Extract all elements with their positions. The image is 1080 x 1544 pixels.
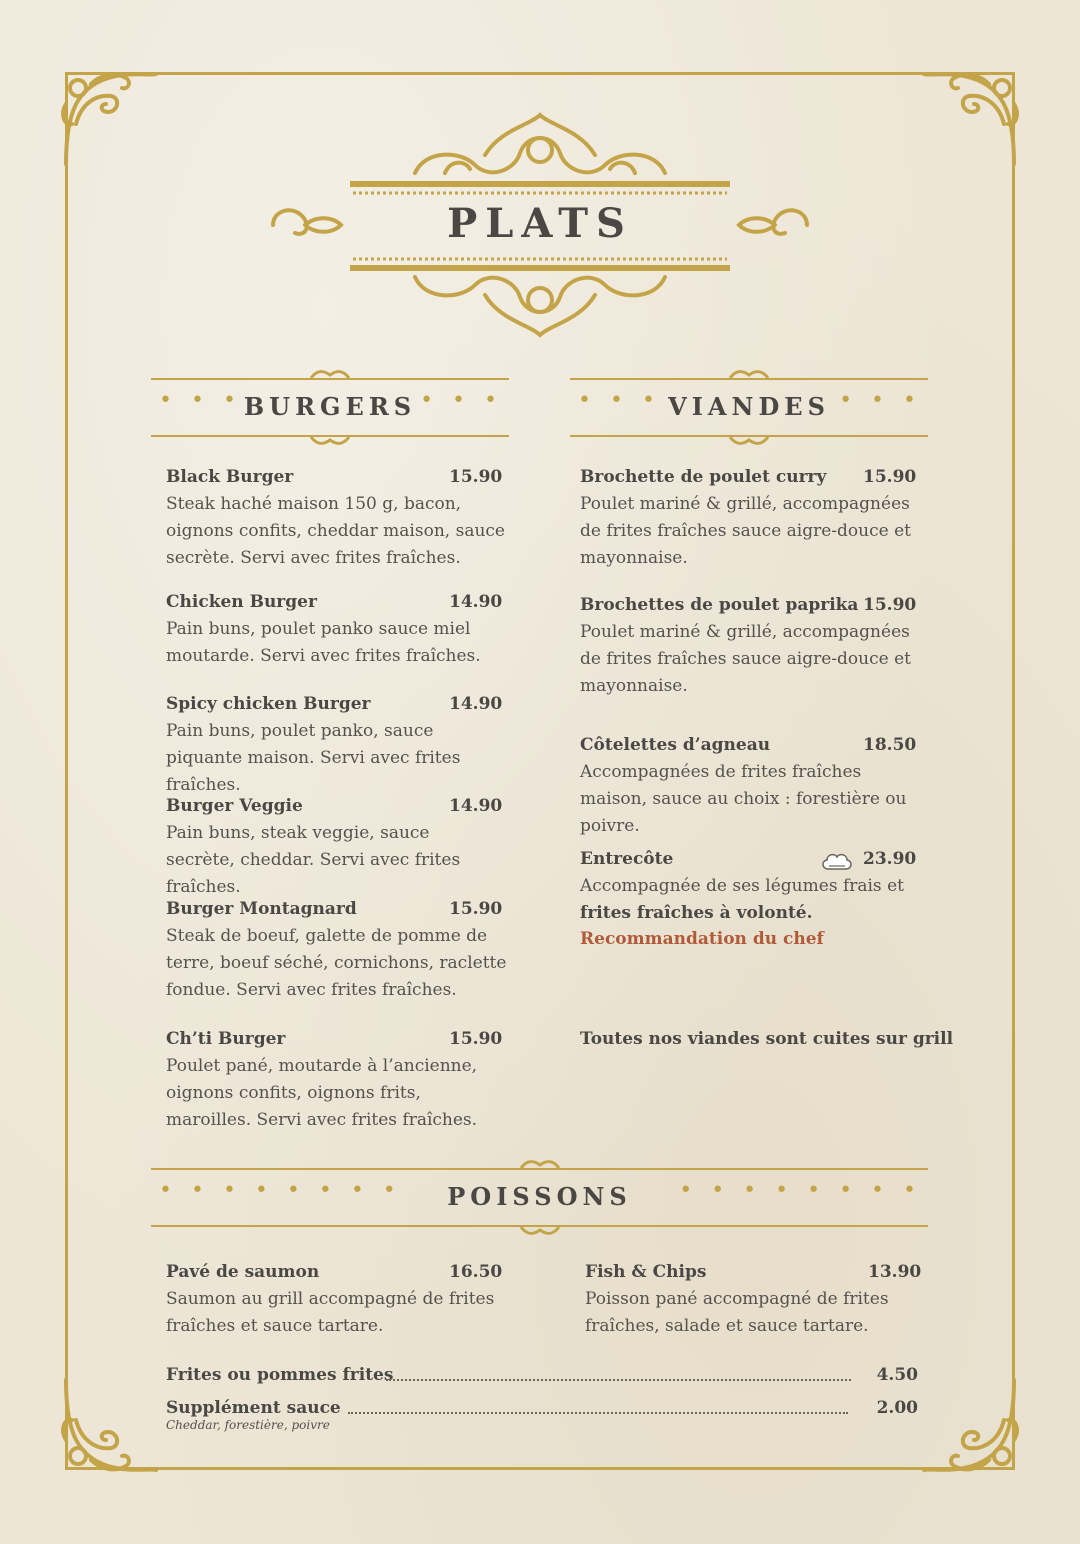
item-price: 15.90	[449, 1029, 503, 1049]
dot-leader	[386, 1379, 851, 1381]
item-description: Pain buns, steak veggie, sauce secrète, cheddar. Servi avec frites fraîches.	[166, 823, 461, 897]
corner-ornament-icon	[56, 64, 166, 174]
dots-ornament: • • •	[578, 388, 661, 413]
item-highlight: frites fraîches à volonté.	[580, 903, 813, 923]
item-price: 14.90	[449, 592, 503, 612]
item-description: Steak de boeuf, galette de pomme de terre, boeuf séché, cornichons, raclette fondue. Servi avec frites fraîches.	[166, 926, 507, 1000]
chef-recommendation: Recommandation du chef	[580, 929, 824, 949]
chef-hat-icon	[820, 851, 854, 873]
item-description: Poulet mariné & grillé, accompagnées de frites fraîches sauce aigre-douce et mayonnaise.	[580, 622, 911, 696]
menu-item	[580, 735, 925, 840]
menu-item	[166, 592, 503, 670]
item-description: Accompagnées de frites fraîches maison, sauce au choix : forestière ou poivre.	[580, 762, 907, 836]
menu-item	[166, 694, 506, 799]
item-description: Accompagnée de ses légumes frais et	[580, 876, 904, 896]
item-description: Pain buns, poulet panko, sauce piquante maison. Servi avec frites fraîches.	[166, 721, 461, 795]
item-description: Steak haché maison 150 g, bacon, oignons confits, cheddar maison, sauce secrète. Servi avec frites fraîches.	[166, 494, 505, 568]
section-title: BURGERS	[243, 392, 417, 421]
extra-subtitle: Cheddar, forestière, poivre	[166, 1418, 330, 1432]
item-name: Pavé de saumon	[166, 1262, 320, 1282]
section-title: POISSONS	[447, 1182, 632, 1211]
item-description-highlight	[580, 900, 925, 927]
item-name: Black Burger	[166, 467, 294, 487]
menu-item	[166, 899, 516, 1004]
item-description: Poisson pané accompagné de frites fraîches, salade et sauce tartare.	[585, 1289, 889, 1336]
menu-item	[166, 467, 506, 572]
corner-ornament-icon	[914, 64, 1024, 174]
dots-ornament: • • • • • • • •	[679, 1178, 922, 1203]
menu-item	[585, 1262, 922, 1340]
page-title: PLATS	[447, 200, 633, 247]
item-description: Saumon au grill accompagné de frites fraîches et sauce tartare.	[166, 1289, 495, 1336]
dot-leader	[348, 1412, 848, 1414]
item-name: Burger Veggie	[166, 796, 303, 816]
grill-note: Toutes nos viandes sont cuites sur grill	[580, 1029, 954, 1049]
item-price: 14.90	[449, 796, 503, 816]
item-price: 16.50	[449, 1262, 503, 1282]
menu-item	[166, 1262, 503, 1340]
dots-ornament: • • •	[159, 388, 242, 413]
extra-name: Supplément sauce	[166, 1398, 341, 1418]
item-description: Poulet mariné & grillé, accompagnées de frites fraîches sauce aigre-douce et mayonnaise.	[580, 494, 911, 568]
item-price: 15.90	[863, 595, 917, 615]
item-name: Spicy chicken Burger	[166, 694, 371, 714]
item-price: 23.90	[863, 849, 917, 869]
section-header-burgers	[151, 370, 509, 440]
menu-item	[166, 1029, 506, 1134]
item-description: Pain buns, poulet panko sauce miel moutarde. Servi avec frites fraîches.	[166, 619, 481, 666]
item-name: Côtelettes d’agneau	[580, 735, 771, 755]
corner-ornament-icon	[56, 1370, 166, 1480]
section-title: VIANDES	[668, 392, 830, 421]
item-name: Ch’ti Burger	[166, 1029, 286, 1049]
item-price: 14.90	[449, 694, 503, 714]
menu-item	[166, 796, 503, 901]
dots-ornament: • • •	[839, 388, 922, 413]
dots-ornament: • • •	[420, 388, 503, 413]
corner-ornament-icon	[914, 1370, 1024, 1480]
item-name: Entrecôte	[580, 849, 674, 869]
item-name: Burger Montagnard	[166, 899, 357, 919]
section-header-poissons	[151, 1160, 928, 1230]
menu-item	[580, 467, 925, 572]
menu-item	[580, 595, 925, 700]
item-price: 13.90	[868, 1262, 922, 1282]
item-price: 18.50	[863, 735, 917, 755]
section-header-viandes	[570, 370, 928, 440]
item-name: Fish & Chips	[585, 1262, 707, 1282]
item-name: Brochette de poulet curry	[580, 467, 827, 487]
item-description: Poulet pané, moutarde à l’ancienne, oignons confits, oignons frits, maroilles. Servi avec frites fraîches.	[166, 1056, 478, 1130]
extra-name: Frites ou pommes frites	[166, 1365, 394, 1385]
item-price: 15.90	[449, 899, 503, 919]
item-name: Chicken Burger	[166, 592, 317, 612]
item-price: 15.90	[449, 467, 503, 487]
item-name: Brochettes de poulet paprika	[580, 595, 859, 615]
extra-row	[166, 1365, 918, 1389]
dots-ornament: • • • • • • • •	[159, 1178, 402, 1203]
extra-price: 2.00	[876, 1398, 918, 1418]
extra-price: 4.50	[876, 1365, 918, 1385]
extra-row	[166, 1398, 918, 1432]
menu-item	[580, 849, 925, 951]
item-price: 15.90	[863, 467, 917, 487]
